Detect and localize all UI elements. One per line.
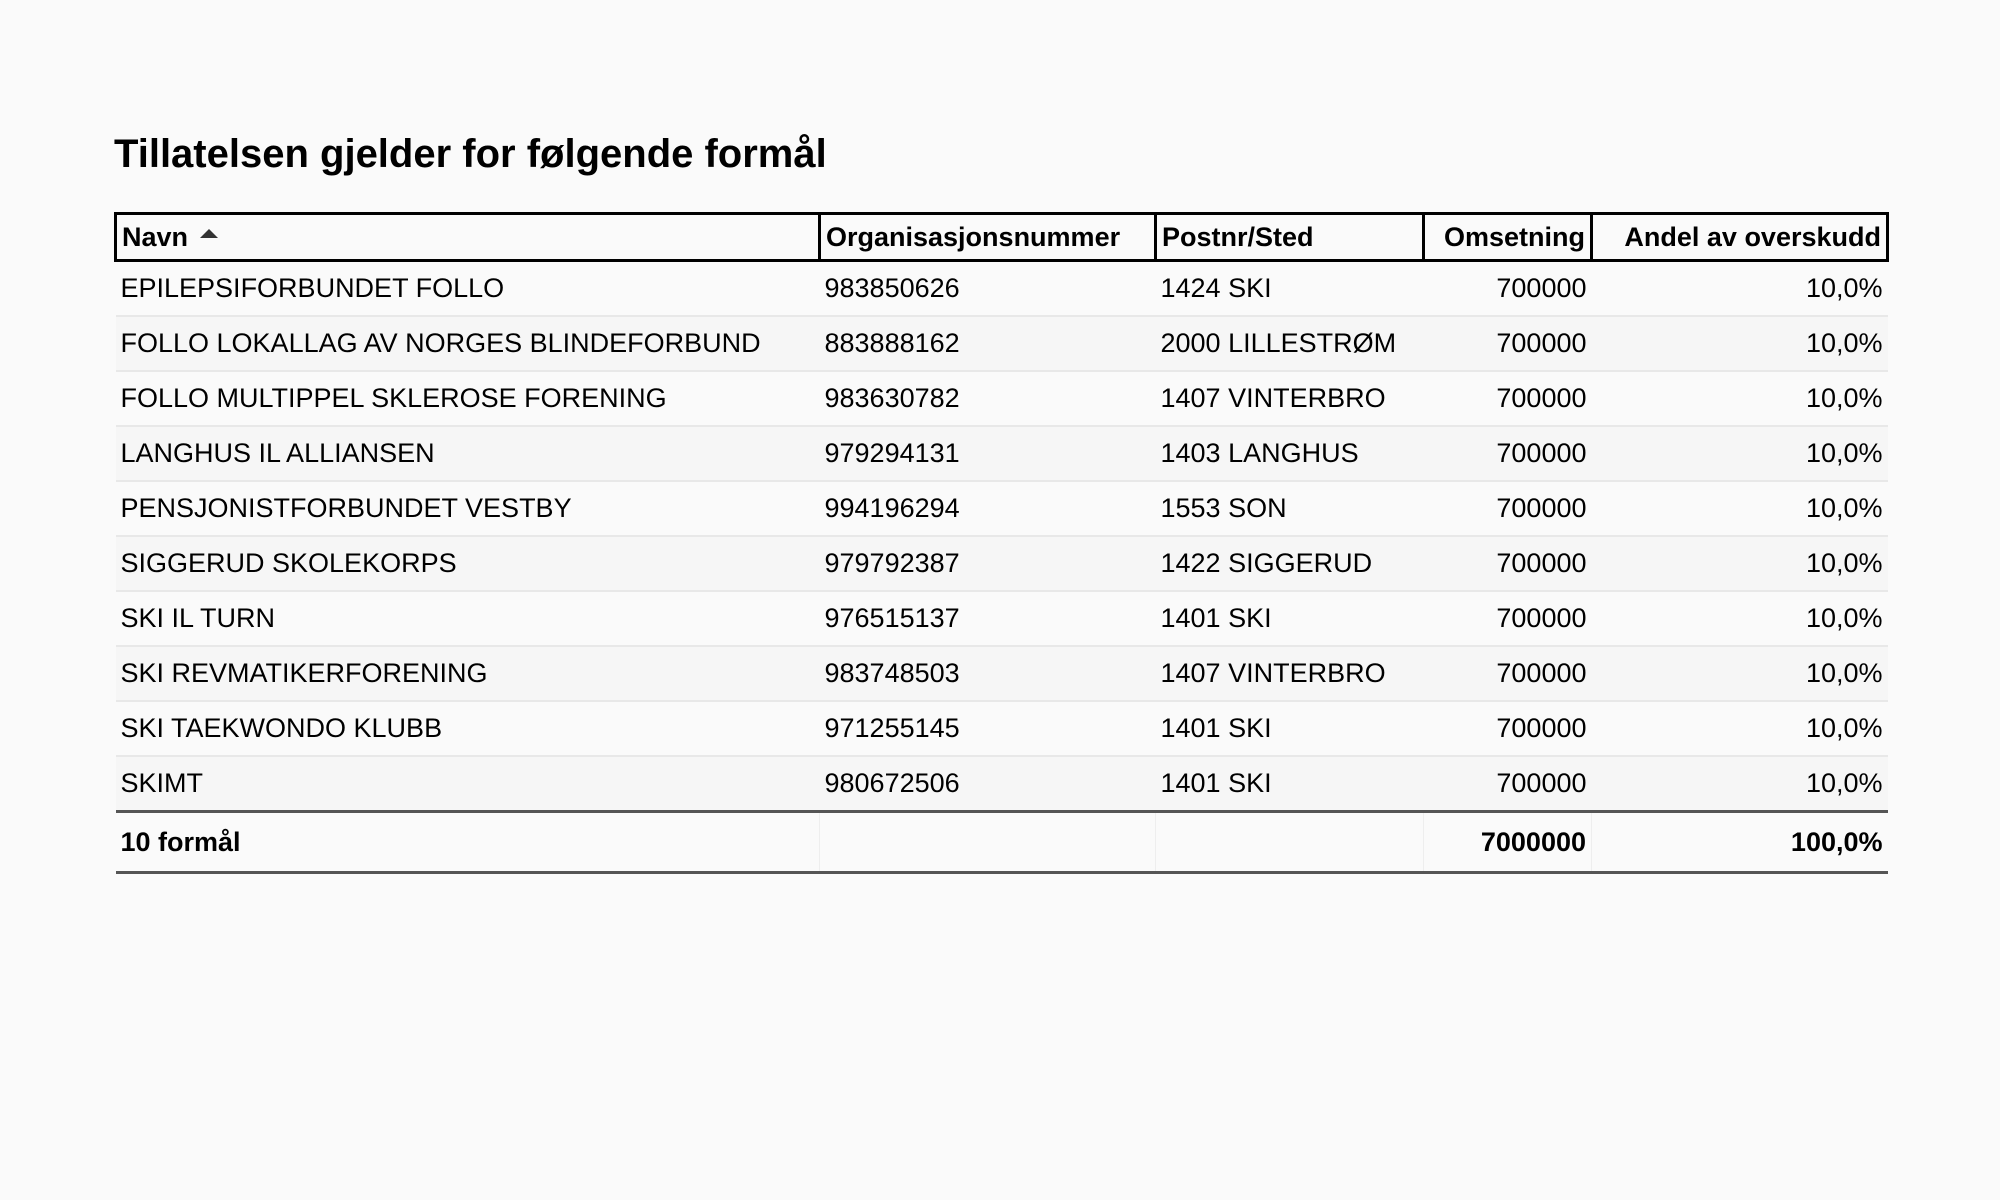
table-row[interactable]: [116, 371, 1888, 426]
table-header-row: [116, 214, 1888, 261]
cell-navn: FOLLO MULTIPPEL SKLEROSE FORENING: [116, 371, 820, 426]
table-row[interactable]: [116, 701, 1888, 756]
cell-organisasjonsnummer: 976515137: [820, 591, 1156, 646]
cell-postnr-sted: 1424 SKI: [1156, 261, 1424, 317]
table-row[interactable]: [116, 426, 1888, 481]
main-content: [114, 130, 1886, 874]
table-row[interactable]: [116, 481, 1888, 536]
cell-andel-av-overskudd: 10,0%: [1592, 756, 1888, 812]
cell-organisasjonsnummer: 980672506: [820, 756, 1156, 812]
column-header-label: Organisasjonsnummer: [826, 221, 1121, 252]
cell-organisasjonsnummer: 971255145: [820, 701, 1156, 756]
table-row[interactable]: [116, 591, 1888, 646]
cell-organisasjonsnummer: 983850626: [820, 261, 1156, 317]
cell-organisasjonsnummer: 883888162: [820, 316, 1156, 371]
cell-andel-av-overskudd: 10,0%: [1592, 536, 1888, 591]
column-header-label: Navn: [122, 221, 189, 252]
cell-navn: SKIMT: [116, 756, 820, 812]
cell-andel-av-overskudd: 10,0%: [1592, 426, 1888, 481]
page-title: Tillatelsen gjelder for følgende formål: [114, 132, 827, 176]
cell-omsetning: 700000: [1424, 536, 1592, 591]
column-header-organisasjonsnummer[interactable]: [820, 214, 1156, 261]
cell-navn: LANGHUS IL ALLIANSEN: [116, 426, 820, 481]
cell-navn: EPILEPSIFORBUNDET FOLLO: [116, 261, 820, 317]
column-header-omsetning[interactable]: [1424, 214, 1592, 261]
table-row[interactable]: [116, 316, 1888, 371]
cell-organisasjonsnummer: 983748503: [820, 646, 1156, 701]
cell-organisasjonsnummer: 979294131: [820, 426, 1156, 481]
footer-empty-cell: [1156, 812, 1424, 873]
table-row[interactable]: [116, 536, 1888, 591]
cell-omsetning: 700000: [1424, 701, 1592, 756]
cell-navn: SKI IL TURN: [116, 591, 820, 646]
cell-postnr-sted: 1403 LANGHUS: [1156, 426, 1424, 481]
cell-navn: SKI TAEKWONDO KLUBB: [116, 701, 820, 756]
cell-postnr-sted: 1407 VINTERBRO: [1156, 371, 1424, 426]
table-footer-row: [116, 812, 1888, 873]
cell-organisasjonsnummer: 983630782: [820, 371, 1156, 426]
cell-andel-av-overskudd: 10,0%: [1592, 316, 1888, 371]
cell-omsetning: 700000: [1424, 481, 1592, 536]
cell-organisasjonsnummer: 994196294: [820, 481, 1156, 536]
cell-omsetning: 700000: [1424, 316, 1592, 371]
cell-postnr-sted: 1401 SKI: [1156, 591, 1424, 646]
column-header-label: Andel av overskudd: [1624, 221, 1881, 252]
column-header-label: Postnr/Sted: [1162, 221, 1314, 252]
cell-omsetning: 700000: [1424, 591, 1592, 646]
footer-total-label: 10 formål: [116, 812, 820, 873]
cell-andel-av-overskudd: 10,0%: [1592, 646, 1888, 701]
cell-postnr-sted: 1422 SIGGERUD: [1156, 536, 1424, 591]
cell-postnr-sted: 1407 VINTERBRO: [1156, 646, 1424, 701]
cell-navn: FOLLO LOKALLAG AV NORGES BLINDEFORBUND: [116, 316, 820, 371]
cell-organisasjonsnummer: 979792387: [820, 536, 1156, 591]
cell-omsetning: 700000: [1424, 756, 1592, 812]
cell-navn: SIGGERUD SKOLEKORPS: [116, 536, 820, 591]
column-header-postnr-sted[interactable]: [1156, 214, 1424, 261]
column-header-label: Omsetning: [1443, 221, 1585, 252]
cell-postnr-sted: 1553 SON: [1156, 481, 1424, 536]
cell-omsetning: 700000: [1424, 371, 1592, 426]
cell-omsetning: 700000: [1424, 426, 1592, 481]
column-header-navn[interactable]: [116, 214, 820, 261]
cell-postnr-sted: 1401 SKI: [1156, 701, 1424, 756]
sort-ascending-icon: [200, 229, 218, 238]
cell-andel-av-overskudd: 10,0%: [1592, 701, 1888, 756]
cell-navn: PENSJONISTFORBUNDET VESTBY: [116, 481, 820, 536]
cell-postnr-sted: 2000 LILLESTRØM: [1156, 316, 1424, 371]
cell-andel-av-overskudd: 10,0%: [1592, 261, 1888, 317]
footer-total-andel: 100,0%: [1592, 812, 1888, 873]
table-row[interactable]: [116, 261, 1888, 317]
cell-andel-av-overskudd: 10,0%: [1592, 371, 1888, 426]
cell-navn: SKI REVMATIKERFORENING: [116, 646, 820, 701]
cell-omsetning: 700000: [1424, 261, 1592, 317]
cell-postnr-sted: 1401 SKI: [1156, 756, 1424, 812]
footer-total-omsetning: 7000000: [1424, 812, 1592, 873]
footer-empty-cell: [820, 812, 1156, 873]
purposes-table: [114, 212, 1889, 874]
table-row[interactable]: [116, 756, 1888, 812]
cell-andel-av-overskudd: 10,0%: [1592, 591, 1888, 646]
table-row[interactable]: [116, 646, 1888, 701]
cell-andel-av-overskudd: 10,0%: [1592, 481, 1888, 536]
cell-omsetning: 700000: [1424, 646, 1592, 701]
column-header-andel-av-overskudd[interactable]: [1592, 214, 1888, 261]
table-body: [116, 261, 1888, 812]
